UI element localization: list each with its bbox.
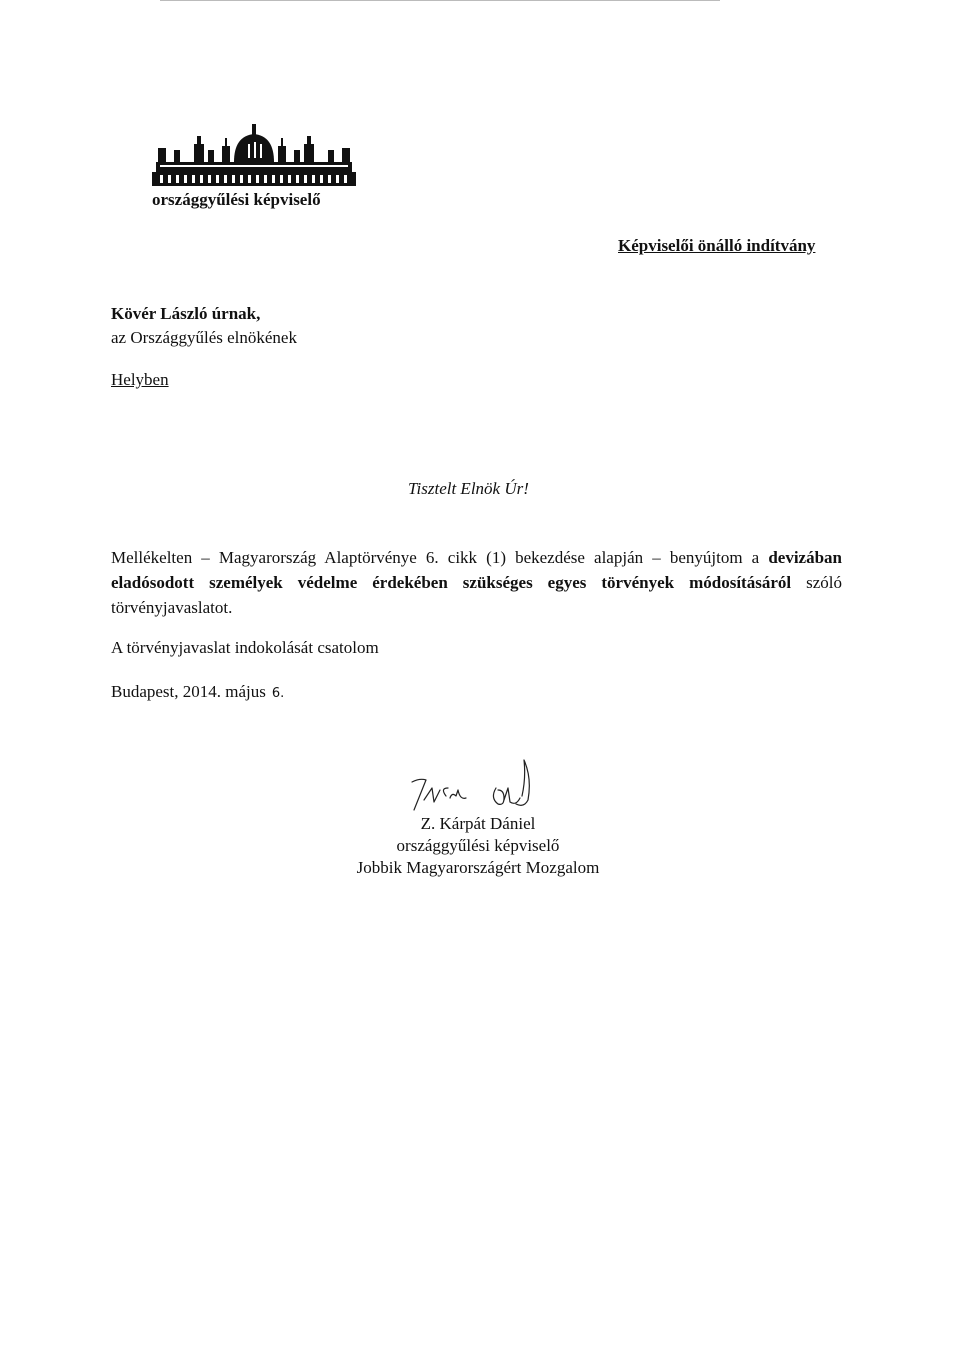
- parliament-building-logo: [150, 122, 358, 188]
- body-tail: szóló törvényjavaslatot.: [111, 573, 842, 617]
- signatory-role: országgyűlési képviselő: [396, 836, 560, 855]
- signatory-party: Jobbik Magyarországért Mozgalom: [356, 858, 600, 877]
- date-text: Budapest, 2014. május: [111, 682, 266, 701]
- bill-title: devizában eladósodott személyek védelme érdekében szükséges egyes törvények módosításáról: [111, 548, 842, 592]
- salutation: Tisztelt Elnök Úr!: [408, 479, 529, 498]
- addressee-block: [111, 302, 297, 350]
- document-type-heading: Képviselői önálló indítvány: [618, 236, 816, 255]
- sender-role-label: országgyűlési képviselő: [152, 190, 321, 209]
- handwritten-signature: [400, 748, 560, 816]
- dateline: [111, 682, 284, 702]
- addressee-name: Kövér László úrnak,: [111, 304, 261, 323]
- scan-edge-line: [160, 0, 720, 1]
- signatory-name: Z. Kárpát Dániel: [420, 814, 536, 833]
- letter-body: [111, 545, 842, 620]
- signature-block: [300, 813, 656, 879]
- body-intro: Mellékelten – Magyarország Alaptörvénye 6. cikk (1) bekezdése alapján – benyújtom a: [111, 548, 760, 567]
- attachment-note: A törvényjavaslat indokolását csatolom: [111, 638, 379, 657]
- addressee-title: az Országgyűlés elnökének: [111, 328, 297, 347]
- date-day-handwritten: 6.: [271, 686, 285, 701]
- addressee-location: Helyben: [111, 370, 169, 389]
